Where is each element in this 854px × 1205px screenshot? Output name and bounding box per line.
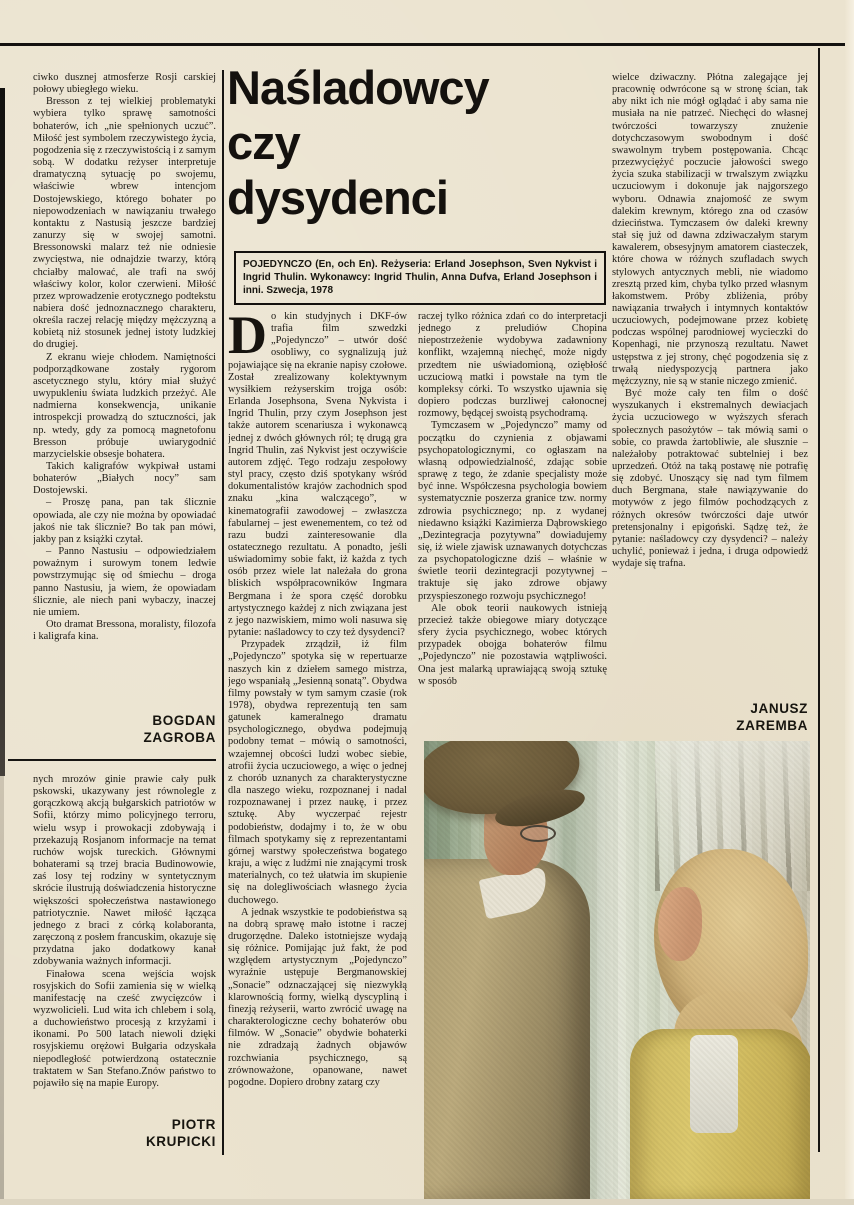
- photo-grain-overlay: [424, 741, 810, 1199]
- headline-line: Naśladowcy: [227, 61, 489, 114]
- paragraph: Z ekranu wieje chłodem. Namiętności podporządkowane zostały rygorom ascetycznego stylu, który miał służyć uwypukleniu świata ludzkich przeżyć. Ale nadmierna konsekwencja, unikanie introspekcji prowadzą do sztuczności, jak np. wtedy, gdy za pomocą magnetofonu Bresson próbuje uwiarygodnić marzycielskie obsesje bohatera.: [33, 351, 216, 460]
- byline-line: JANUSZ: [750, 701, 808, 716]
- paragraph: raczej tylko różnica zdań co do interpretacji jednego z preludiów Chopina niepostrzeżenie wydobywa zadawniony konflikt, wzajemną niechęć, może nigdy przedtem nie uświadomioną, oziębłość uczuciową matki i powstałe na tym tle kompleksy córki. To wszystko ujawnia się dopiero podczas burzliwej całonocnej rozmowy, będącej swoistą psychodramą.: [418, 311, 607, 420]
- review-column-2: [418, 311, 607, 753]
- headline-line: dysydenci: [227, 171, 448, 224]
- byline-piotr-krupicki: [33, 1116, 216, 1150]
- paragraph: Ale obok teorii naukowych istnieją przecież także obiegowe miary dotyczące sfery życia psychicznego, wobec których przypadek obojga bohaterów filmu „Pojedynczo” nie pozostawia wątpliwości. Ona jest malarką uprawiającą swoją sztukę w sposób: [418, 602, 607, 687]
- film-credit-box: [234, 251, 606, 305]
- byline-bogdan-zagroba: [33, 712, 216, 746]
- film-still-photo: [424, 741, 810, 1199]
- headline-line: czy: [227, 116, 300, 169]
- byline-line: PIOTR: [171, 1117, 216, 1132]
- paragraph: Przypadek zrządził, iż film „Pojedynczo” spotyka się w repertuarze naszych kin z dziełem samego mistrza, jego wspaniałą „Jesienną sonatą”. Obydwa filmy powstały w tym samym czasie (rok 1978), obydwa reprezentują ten sam gatunek kameralnego dramatu psychologicznego, obydwa podejmują podobny temat – mówią o samotności, wzajemnej obcości ludzi wobec siebie, atrofii życia uczuciowego, a więc o jednej z chorób uznanych za charakterystyczne dla naszego wieku, rozpoznanej i nadal rozpoznawanej i przez naukę, i przez sztukę. Aby wyczerpać rejestr podobieństw, dodajmy i to, że w obu filmach spotykamy się z reprezentantami górnej warstwy społeczeństwa bogatego kraju, a więc z ludźmi nie znającymi trosk materialnych, co też ułatwia im skupienie się na dolegliwościach własnego życia duchowego.: [228, 639, 407, 906]
- scan-edge-left: [0, 88, 5, 776]
- paragraph: Do kin studyjnych i DKF-ów trafia film szwedzki „Pojedynczo” – utwór dość osobliwy, co sygnalizują już pojawiające się na ekranie napisy czołowe. Został zrealizowany kolektywnym wysiłkiem reżyserskim trojga osób: Erlanda Josephsona, Svena Nykvista i Ingrid Thulin, przy czym Josephson jest także autorem scenariusza i wykonawcą jednej z dwóch głównych ról; tę drugą gra Ingrid Thulin, zaś Nykvist jest oczywiście autorem zdjęć. Tego rodzaju zespołowy styl pracy, często dziś spotykany wśród dokumentalistów krajów zachodnich spod znaku „kina walczącego”, w kinematografii zawodowej – zwłaszcza fabularnej – jest ewenementem, co też od razu budzi zainteresowanie dla ostatecznego rezultatu. A ponadto, jeśli uświadomimy sobie fakt, iż każda z tych osób przez wiele lat należała do grona bliskich współpracowników Ingmara Bergmana i że spora część dorobku artystycznego każdej z nich związana jest z jego nazwiskiem, mimo woli nasuwa się pytanie: naśladowcy to czy też dysydenci?: [228, 311, 407, 639]
- paragraph: nych mrozów ginie prawie cały pułk pskowski, ukazywany jest równolegle z gorączkową akcją bułgarskich patriotów w Sofii, którzy mimo policyjnego terroru, wielu wsyp i prowokacji zdobywają i przekazują Rosjanom informacje na temat ruchów wojsk tureckich. Głównymi bohaterami są trzej bracia Budinowowie, zaś losy tej rodziny w syntetycznym skrócie ilustrują doświadczenia historyczne większości społeczeństwa nastawionego patriotycznie. Nawet miłość łącząca jednego z braci z córką kolaboranta, zaręczoną z posłem francuskim, okazuje się przydatna jako dodatkowy kanał zdobywania ważnych informacji.: [33, 774, 216, 968]
- scan-edge-bottom: [0, 1199, 854, 1205]
- paragraph: Oto dramat Bressona, moralisty, filozofa i kaligrafa kina.: [33, 619, 216, 643]
- paragraph: Takich kaligrafów wykpiwał ustami bohaterów „Białych nocy” sam Dostojewski.: [33, 461, 216, 497]
- drop-cap: D: [228, 311, 267, 365]
- paragraph: wielce dziwaczny. Płótna zalegające jej pracownię odwrócone są w stronę ścian, tak aby nikt ich nie mógł oglądać i aby sama nie musiała na nie patrzeć. Niechęci do własnej twórczości towarzyszy znużenie dotychczasowym swobodnym i dość swawolnym trybem postępowania. Chcąc przezwyciężyć poczucie jałowości swego życia szuka stabilizacji w trwalszym związku uczuciowym i dokonuje jak najgorszego wyboru. Odnawia znajomość ze swym dalekim krewnym, którego zna od czasów dzieciństwa. Tymczasem ów daleki krewny stał się już od dawna zdziwaczałym starym kawalerem, obsesyjnym amatorem ciasteczek, które chowa w różnych szufladach swych stylowych antycznych mebli, nie wiadomo zresztą przed kim, chyba tylko przed własnym łakomstwem. Próby zbliżenia, próby nawiązania trwałych i intymnych kontaktów uczuciowych, podejmowane przez kobietę podczas wspólnej parodniowej wycieczki do Kopenhagi, nie przynoszą rezultatu. Nawet ustępstwa z jej strony, chęć pogodzenia się z trwałą niedyspozycją partnera jako mężczyzny, nie są w stanie niczego zmienić.: [612, 72, 808, 387]
- article-separator-rule: [8, 759, 216, 761]
- paragraph: ciwko dusznej atmosferze Rosji carskiej połowy ubiegłego wieku.: [33, 72, 216, 96]
- paragraph: Finałowa scena wejścia wojsk rosyjskich do Sofii zamienia się w wielką manifestację na cześć zwycięzców i wyzwolicieli. Lud wita ich chlebem i solą, a duchowieństwo procesją z krzyżami i ikonami. Po 500 latach niewoli dzięki rosyjskiemu orężowi Bułgaria odzyskała niepodległość potwierdzoną ostatecznie traktatem w San Stefano.Znów państwo to pojawiło się na mapie Europy.: [33, 968, 216, 1089]
- review-column-1: [228, 311, 407, 1145]
- byline-line: ZAREMBA: [736, 718, 808, 733]
- scan-edge-left-lower: [0, 776, 4, 1205]
- top-horizontal-rule: [0, 43, 854, 46]
- right-margin-rule: [818, 48, 820, 1152]
- left-column-article-bulgaria: [33, 774, 216, 1112]
- byline-janusz-zaremba: [612, 700, 808, 734]
- film-credit-text: POJEDYNCZO (En, och En). Reżyseria: Erland Josephson, Sven Nykvist i Ingrid Thulin. Wykonawcy: Ingrid Thulin, Anna Dufva, Erland Josephson i inni. Szwecja, 1978: [243, 259, 597, 296]
- byline-line: BOGDAN: [152, 713, 216, 728]
- byline-line: KRUPICKI: [145, 1134, 216, 1149]
- paragraph: – Proszę pana, pan tak ślicznie opowiada, ale czy nie można by opowiadać jakoś nie tak ślicznie? Bo tak pan mówi, jakby pan z książki czytał.: [33, 497, 216, 545]
- page-headline: [227, 60, 612, 225]
- scan-edge-right: [845, 0, 854, 1205]
- review-column-3: [612, 72, 808, 686]
- byline-line: ZAGROBA: [143, 730, 216, 745]
- paragraph: Tymczasem w „Pojedynczo” mamy od początku do czynienia z objawami psychopatologicznymi, co ogłaszam na własną odpowiedzialność, zdając sobie sprawę z tego, że zdanie specjalisty może być inne. Współczesna psychologia bowiem systematycznie poszerza granice tzw. normy zdrowia psychicznego; np. z wydanej niedawno książki Kazimierza Dąbrowskiego „Dezintegracja pozytywna” dowiadujemy się, iż wiele zjawisk uznawanych dotychczas za psychopatologiczne dziś – właśnie w świetle teorii dezintegracji pozytywnej – traktuje się jako zdrowe objawy przyspieszonego rozwoju psychicznego!: [418, 420, 607, 602]
- paragraph: – Panno Nastusiu – odpowiedziałem poważnym i surowym tonem ledwie powstrzymując się od śmiechu – droga panno Nastusiu, ja wiem, że opowiadam ślicznie, ale niech pani wybaczy, inaczej nie umiem.: [33, 546, 216, 618]
- paragraph: Być może cały ten film o dość wyszukanych i ekstremalnych dewiacjach życia uczuciowego w wyższych sferach społecznych pasożytów – tak mówią sami o sobie, co prawda żartobliwie, ale słusznie – należałoby potraktować subtelniej i bez uprzedzeń. Otóż na taką postawę nie potrafię się zdobyć. Unoszący się nad tym filmem duch Bergmana, stałe nawiązywanie do motywów z jego filmów pochodzących z różnych okresów twórczości daje utwór pretensjonalny i epigoński. Sądzę też, że pytanie: naśladowcy czy dysydenci? – należy uchylić, ponieważ i jedna, i druga odpowiedź wydaje się trafna.: [612, 388, 808, 570]
- left-column-article-bresson: [33, 72, 216, 678]
- column-divider-rule: [222, 70, 224, 1155]
- paragraph: A jednak wszystkie te podobieństwa są na dobrą sprawę mało istotne i raczej drugorzędne. Daleko istotniejsze wydają się różnice. Pomijając już fakt, że pod względem artystycznym „Pojedynczo” wyraźnie ustępuje Bergmanowskiej „Sonacie” odznaczającej się niezwykłą klarownością formy, wielką dyscypliną i finezją reżyserii, warto zwrócić uwagę na charakterologiczne cechy bohaterów obu filmów. W „Sonacie” obydwie bohaterki nie zdradzają żadnych objawów rozchwiania psychicznego, są zrównoważone, opanowane, nawet pogodne. Dopiero drobny zatarg czy: [228, 906, 407, 1088]
- paragraph: Bresson z tej wielkiej problematyki wybiera tylko sprawę samotności bohaterów, ich „nie spełnionych uczuć”. Miłość jest symbolem rzeczywistego życia, pogodzenia się z rzeczywistością i z samym sobą. W dodatku reżyser interpretuje dramatyczną sytuację po swojemu, właściwie wbrew intencjom Dostojewskiego, którego bohater po niepowodzeniach w nawiązaniu trwałego kontaktu z Nastusią jeszcze bardziej zanurzy się w swojej samotni. Bressonowski malarz też nie odniesie zwycięstwa, nie odnajdzie twarzy, którą chciałby malować, ale trafi na swój właściwy kolor, kolor czerwieni. Miłość przez wprowadzenie erotycznego podtekstu nabiera dość jednoznacznego charakteru, określa raczej relację między mężczyzną a kobietą niż stosunek jednej istoty ludzkiej do drugiej.: [33, 96, 216, 351]
